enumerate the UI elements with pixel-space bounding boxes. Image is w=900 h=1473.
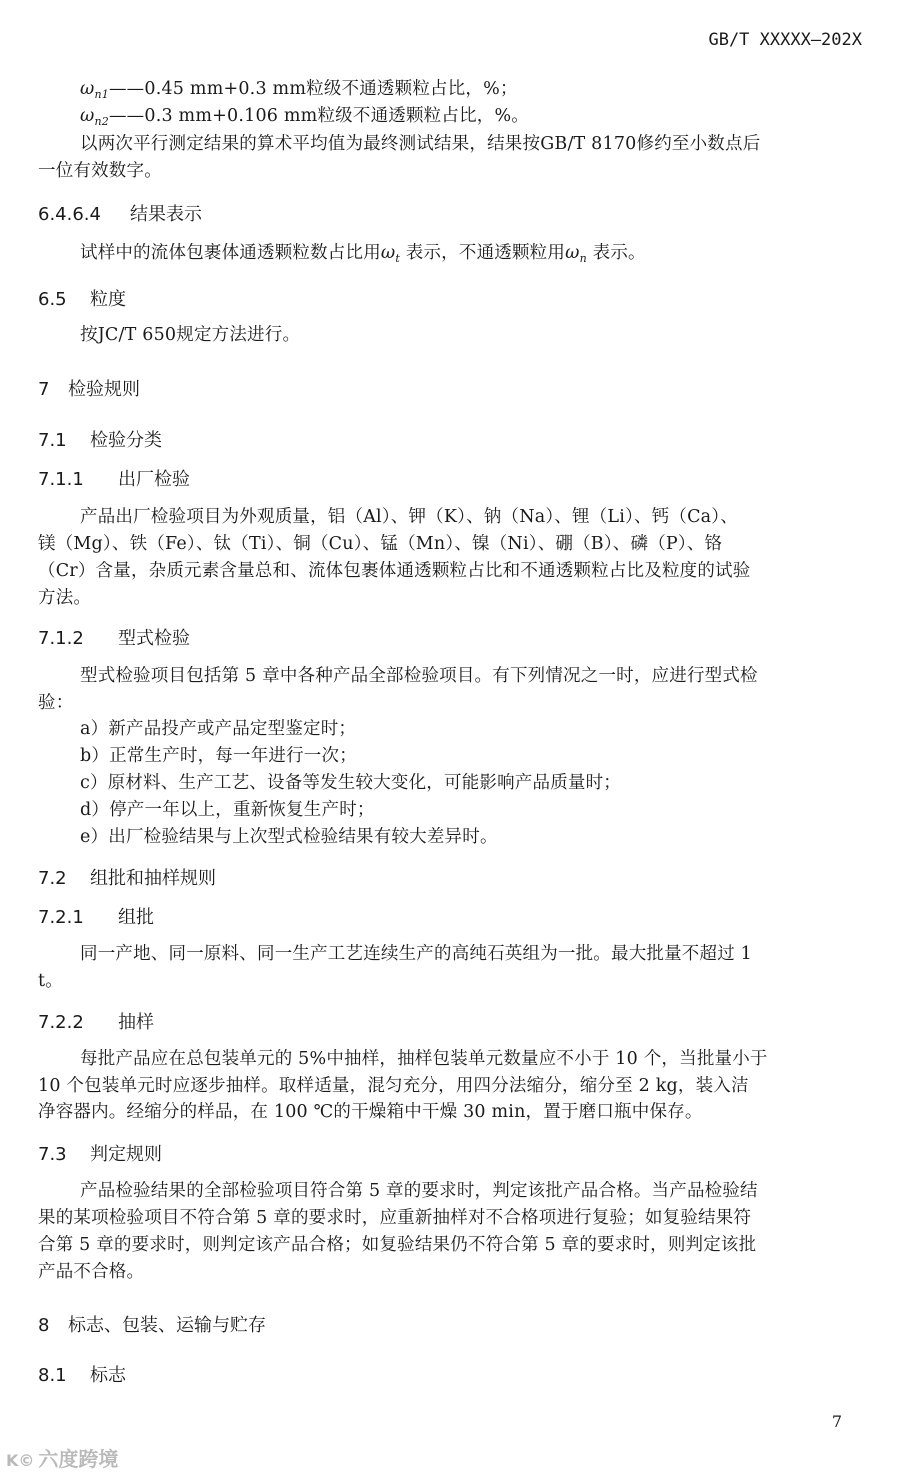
paragraph-line: 验： [38, 693, 74, 713]
heading-6-5 [38, 285, 126, 311]
section-title: 检验分类 [90, 430, 162, 451]
paragraph-line: 方法。 [38, 588, 92, 608]
section-number: 6.4.6.4 [38, 204, 101, 225]
heading-7-2-1 [38, 903, 154, 929]
heading-8 [38, 1311, 266, 1337]
section-title: 结果表示 [130, 204, 202, 225]
definition-text: ——0.3 mm+0.106 mm粒级不通透颗粒占比，%。 [108, 106, 529, 126]
section-number: 8.1 [38, 1365, 67, 1386]
section-title: 组批和抽样规则 [90, 868, 216, 889]
section-title: 抽样 [118, 1012, 154, 1033]
omega-symbol: ω [80, 106, 95, 126]
text-run: 表示。 [592, 243, 646, 263]
watermark-logo-icon: K© [6, 1451, 35, 1470]
heading-7 [38, 375, 140, 401]
paragraph-line: （Cr）含量，杂质元素含量总和、流体包裹体通透颗粒占比和不通透颗粒占比及粒度的试验 [38, 561, 751, 581]
omega-symbol: ω [80, 79, 95, 99]
list-item: a）新产品投产或产品定型鉴定时； [80, 719, 357, 739]
heading-7-1-2 [38, 624, 190, 650]
section-number: 6.5 [38, 289, 67, 310]
page-number: 7 [831, 1412, 842, 1431]
subscript: n2 [94, 115, 109, 128]
paragraph-line: 同一产地、同一原料、同一生产工艺连续生产的高纯石英组为一批。最大批量不超过 1 [80, 944, 752, 964]
section-title: 标志 [90, 1365, 126, 1386]
subscript: n [579, 252, 587, 265]
section-title: 判定规则 [90, 1144, 162, 1165]
heading-7-1 [38, 426, 162, 452]
section-title: 标志、包装、运输与贮存 [68, 1315, 266, 1336]
heading-7-3 [38, 1140, 162, 1166]
paragraph-line: 以两次平行测定结果的算术平均值为最终测试结果，结果按GB/T 8170修约至小数点后 [80, 134, 761, 154]
paragraph-line: 镁（Mg）、铁（Fe）、钛（Ti）、铜（Cu）、锰（Mn）、镍（Ni）、硼（B）、磷（P）、铬 [38, 534, 723, 554]
omega-n-symbol: ω [565, 243, 580, 263]
result-expression-paragraph [80, 240, 646, 272]
paragraph-line: 合第 5 章的要求时，则判定该产品合格；如复验结果仍不符合第 5 章的要求时，则判定该批 [38, 1235, 757, 1255]
paragraph-line: 型式检验项目包括第 5 章中各种产品全部检验项目。有下列情况之一时，应进行型式检 [80, 666, 758, 686]
section-number: 7.3 [38, 1144, 67, 1165]
heading-7-2-2 [38, 1008, 154, 1034]
paragraph-line: 净容器内。经缩分的样品，在 100 ℃的干燥箱中干燥 30 min，置于磨口瓶中保存。 [38, 1102, 703, 1122]
section-number: 7.1.2 [38, 628, 84, 649]
heading-7-2 [38, 864, 216, 890]
section-number: 8 [38, 1315, 50, 1336]
standard-number-header: GB/T XXXXX—202X [708, 30, 862, 50]
paragraph-line: 按JC/T 650规定方法进行。 [80, 325, 301, 345]
section-number: 7.2.1 [38, 907, 84, 928]
paragraph-line: 产品出厂检验项目为外观质量，铝（Al）、钾（K）、钠（Na）、锂（Li）、钙（Ca）、 [80, 507, 738, 527]
omega-t-symbol: ω [380, 243, 396, 263]
list-item: e）出厂检验结果与上次型式检验结果有较大差异时。 [80, 827, 498, 847]
definition-text: ——0.45 mm+0.3 mm粒级不通透颗粒占比，%； [108, 79, 518, 99]
subscript: n1 [94, 88, 109, 101]
heading-6-4-6-4 [38, 200, 202, 226]
paragraph-line: t。 [38, 971, 63, 991]
section-title: 组批 [118, 907, 154, 928]
section-title: 检验规则 [68, 379, 140, 400]
section-number: 7.2 [38, 868, 67, 889]
text-run: 表示，不通透颗粒用 [405, 243, 566, 263]
section-number: 7 [38, 379, 50, 400]
paragraph-line: 产品检验结果的全部检验项目符合第 5 章的要求时，判定该批产品合格。当产品检验结 [80, 1181, 758, 1201]
list-item: d）停产一年以上，重新恢复生产时； [80, 800, 375, 820]
list-item: c）原材料、生产工艺、设备等发生较大变化，可能影响产品质量时； [80, 773, 621, 793]
heading-7-1-1 [38, 465, 190, 491]
paragraph-line: 10 个包装单元时应逐步抽样。取样适量，混匀充分，用四分法缩分，缩分至 2 kg，装入洁 [38, 1076, 749, 1096]
section-title: 粒度 [90, 289, 126, 310]
heading-8-1 [38, 1361, 126, 1387]
section-number: 7.2.2 [38, 1012, 84, 1033]
paragraph-line: 产品不合格。 [38, 1262, 145, 1282]
section-number: 7.1 [38, 430, 67, 451]
section-title: 出厂检验 [118, 469, 190, 490]
subscript: t [395, 252, 401, 265]
watermark [6, 1443, 118, 1472]
paragraph-line: 果的某项检验项目不符合第 5 章的要求时，应重新抽样对不合格项进行复验；如复验结果符 [38, 1208, 752, 1228]
section-title: 型式检验 [118, 628, 190, 649]
watermark-text: 六度跨境 [38, 1447, 119, 1471]
list-item: b）正常生产时，每一年进行一次； [80, 746, 357, 766]
section-number: 7.1.1 [38, 469, 84, 490]
paragraph-line: 一位有效数字。 [38, 161, 162, 181]
paragraph-line: 每批产品应在总包装单元的 5%中抽样，抽样包装单元数量应不小于 10 个，当批量小于 [80, 1049, 768, 1069]
text-run: 试样中的流体包裹体通透颗粒数占比用 [80, 243, 381, 263]
